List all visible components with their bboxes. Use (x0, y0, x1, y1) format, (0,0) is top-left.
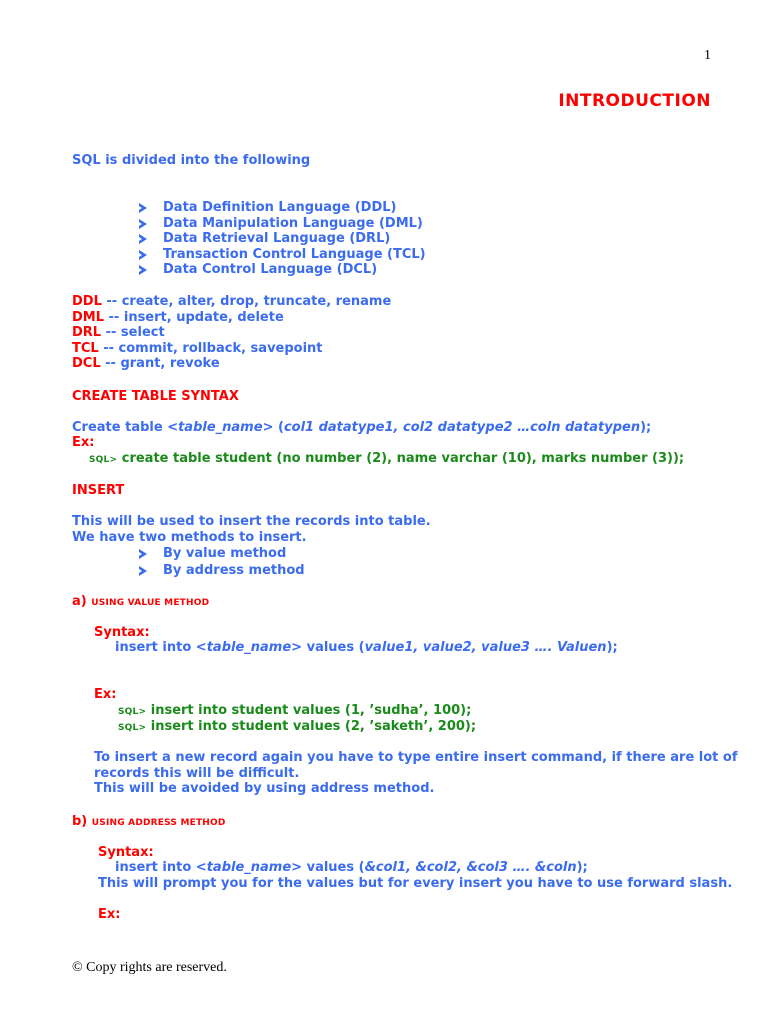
value-example-2: SQL> insert into student values (2, ’saketh’, 200); (118, 719, 477, 734)
method-item: By address method (139, 563, 305, 579)
command-line: TCL -- commit, rollback, savepoint (72, 340, 323, 356)
value-ex-label: Ex: (94, 687, 117, 702)
command-list (72, 294, 391, 372)
create-table-heading: CREATE TABLE SYNTAX (72, 389, 239, 404)
copyright-footer: © Copy rights are reserved. (72, 960, 227, 975)
create-table-syntax: Create table <table_name> (col1 datatype1, col2 datatype2 …coln datatypen); (72, 420, 652, 435)
language-list (139, 200, 426, 278)
page-title: INTRODUCTION (558, 91, 711, 111)
arrow-bullet-icon (139, 549, 147, 559)
arrow-bullet-icon (139, 219, 147, 229)
value-syntax: insert into <table_name> values (value1, value2, value3 …. Valuen); (115, 640, 618, 655)
language-item: Data Retrieval Language (DRL) (139, 231, 426, 247)
insert-desc-2: We have two methods to insert. (72, 530, 307, 545)
address-ex-label: Ex: (98, 907, 121, 922)
arrow-bullet-icon (139, 265, 147, 275)
language-item: Data Definition Language (DDL) (139, 200, 426, 216)
insert-heading: INSERT (72, 483, 125, 498)
insert-desc-1: This will be used to insert the records into table. (72, 514, 431, 529)
arrow-bullet-icon (139, 250, 147, 260)
address-method-heading: b) USING ADDRESS METHOD (72, 814, 226, 829)
value-note-2: records this will be difficult. (94, 766, 300, 781)
value-syntax-label: Syntax: (94, 625, 150, 640)
address-syntax: insert into <table_name> values (&col1, &col2, &col3 …. &coln); (115, 860, 588, 875)
intro-text: SQL is divided into the following (72, 153, 311, 168)
create-table-ex-label: Ex: (72, 435, 95, 450)
language-item: Transaction Control Language (TCL) (139, 247, 426, 263)
command-line: DML -- insert, update, delete (72, 309, 284, 325)
value-method-heading: a) USING VALUE METHOD (72, 594, 210, 609)
arrow-bullet-icon (139, 566, 147, 576)
address-syntax-label: Syntax: (98, 845, 154, 860)
command-line: DDL -- create, alter, drop, truncate, rename (72, 294, 392, 309)
value-note-1: To insert a new record again you have to type entire insert command, if there are lot of (94, 750, 738, 765)
arrow-bullet-icon (139, 234, 147, 244)
language-item: Data Control Language (DCL) (139, 262, 426, 278)
address-note: This will prompt you for the values but for every insert you have to use forward slash. (98, 876, 733, 891)
language-item: Data Manipulation Language (DML) (139, 216, 426, 232)
command-line: DCL -- grant, revoke (72, 356, 220, 371)
page-number: 1 (704, 48, 711, 63)
command-line: DRL -- select (72, 325, 165, 340)
method-item: By value method (139, 546, 305, 562)
insert-method-list (139, 546, 305, 578)
value-example-1: SQL> insert into student values (1, ’sudha’, 100); (118, 703, 472, 718)
value-note-3: This will be avoided by using address method. (94, 781, 435, 796)
create-table-example: SQL> create table student (no number (2), name varchar (10), marks number (3)); (89, 451, 685, 466)
arrow-bullet-icon (139, 203, 147, 213)
